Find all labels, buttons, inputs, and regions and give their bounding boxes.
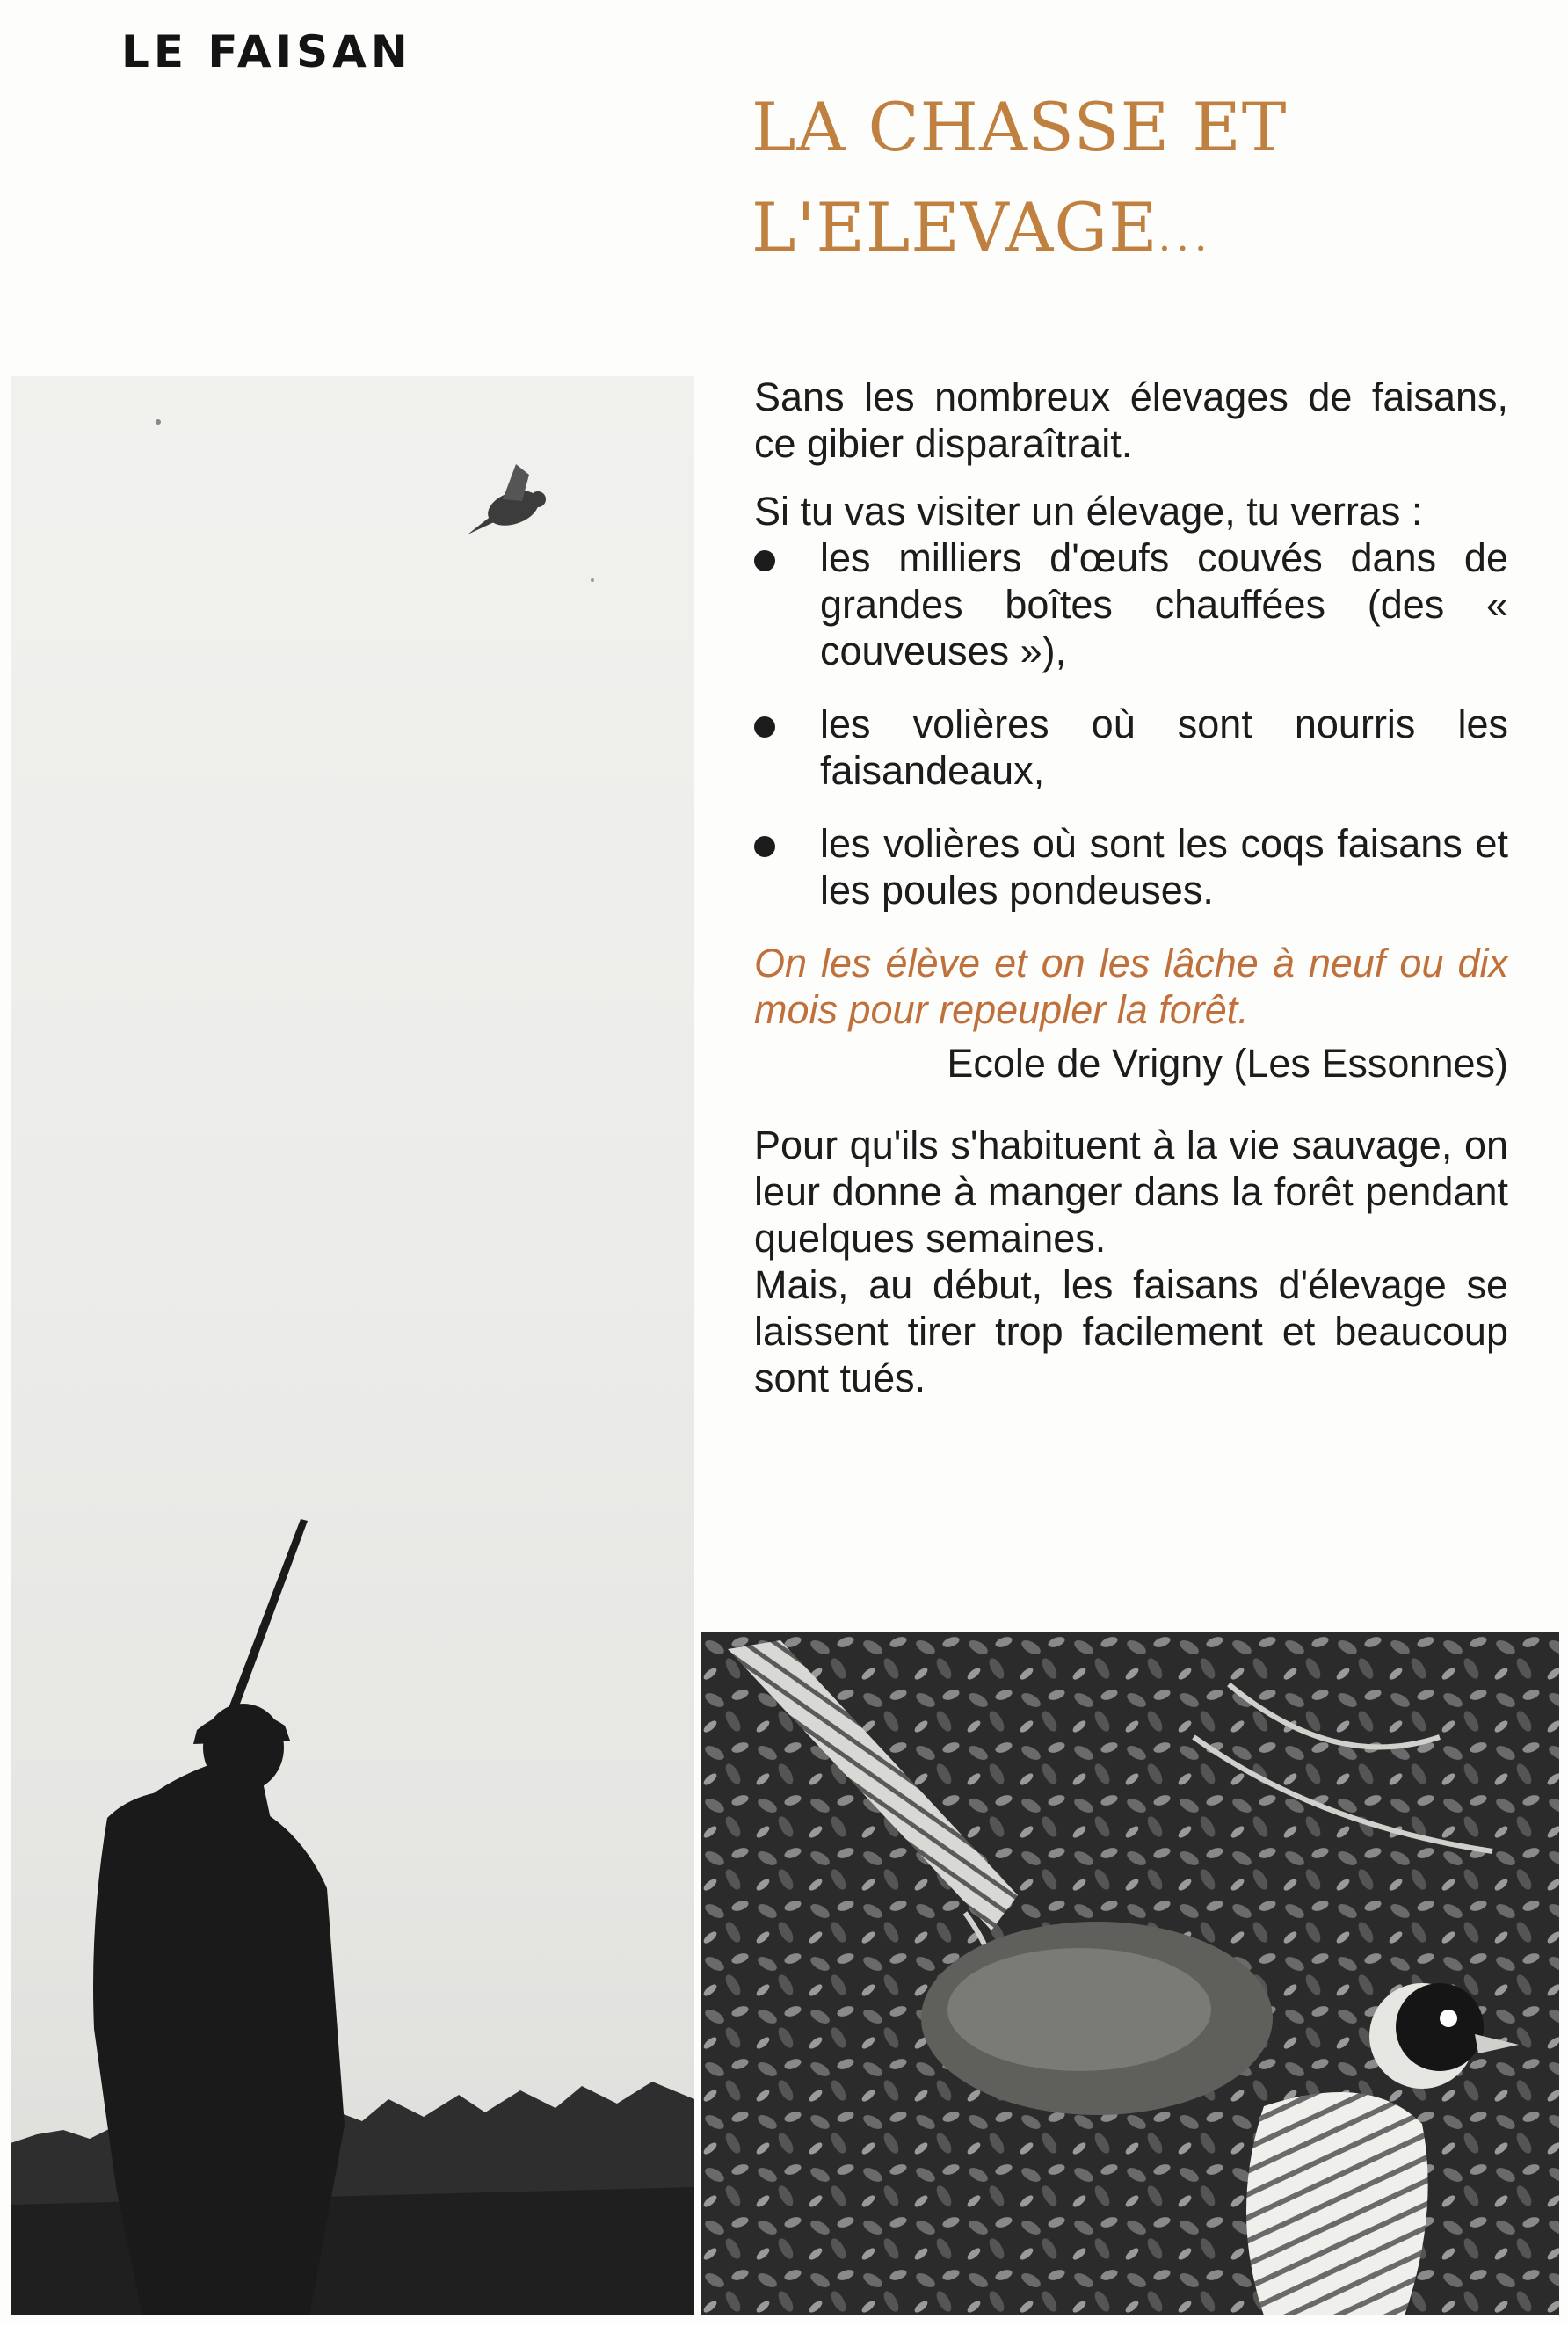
bullet-list <box>754 534 1508 913</box>
bullet-icon <box>754 550 775 571</box>
list-item-text: les milliers d'œufs couvés dans de grandes boîtes chauffées (des « couveuses »), <box>820 535 1508 673</box>
pheasant-wing-shape <box>1246 2092 1428 2315</box>
article-text <box>754 374 1508 1401</box>
source-attribution: Ecole de Vrigny (Les Essonnes) <box>947 1041 1508 1086</box>
intro-paragraph: Sans les nombreux élevages de faisans, ce gibier disparaîtrait. <box>754 374 1508 466</box>
flying-pheasant-shape <box>468 464 546 534</box>
list-item <box>754 820 1508 913</box>
title-ellipsis: ... <box>1158 213 1213 260</box>
pheasant-photo <box>701 1632 1559 2315</box>
bullet-icon <box>754 716 775 738</box>
hunting-paragraph: Mais, au début, les faisans d'élevage se laissent tirer trop facilement et beaucoup sont tués. <box>754 1262 1508 1400</box>
section-label: LE FAISAN <box>121 26 412 77</box>
hunter-silhouette-illustration <box>11 376 694 2315</box>
list-item-text: les volières où sont les coqs faisans et les poules pondeuses. <box>820 821 1508 912</box>
bullet-icon <box>754 836 775 857</box>
pheasant-illustration <box>701 1632 1559 2315</box>
page-title <box>751 77 1287 287</box>
visit-paragraph: Si tu vas visiter un élevage, tu verras : <box>754 489 1423 534</box>
title-line-2 <box>751 178 1287 287</box>
highlight-paragraph: On les élève et on les lâche à neuf ou dix mois pour repeupler la forêt. <box>754 941 1508 1032</box>
hunter-photo <box>11 376 694 2315</box>
habituation-paragraph: Pour qu'ils s'habituent à la vie sauvage, on leur donne à manger dans la forêt pendant quelques semaines. <box>754 1123 1508 1261</box>
title-line-1: LA CHASSE ET <box>751 88 1288 166</box>
list-item <box>754 534 1508 674</box>
hunter-figure-shape <box>93 1519 345 2315</box>
title-line-2-main: L'ELEVAGE <box>751 188 1158 266</box>
list-item <box>754 701 1508 794</box>
list-item-text: les volières où sont nourris les faisandeaux, <box>820 701 1508 793</box>
